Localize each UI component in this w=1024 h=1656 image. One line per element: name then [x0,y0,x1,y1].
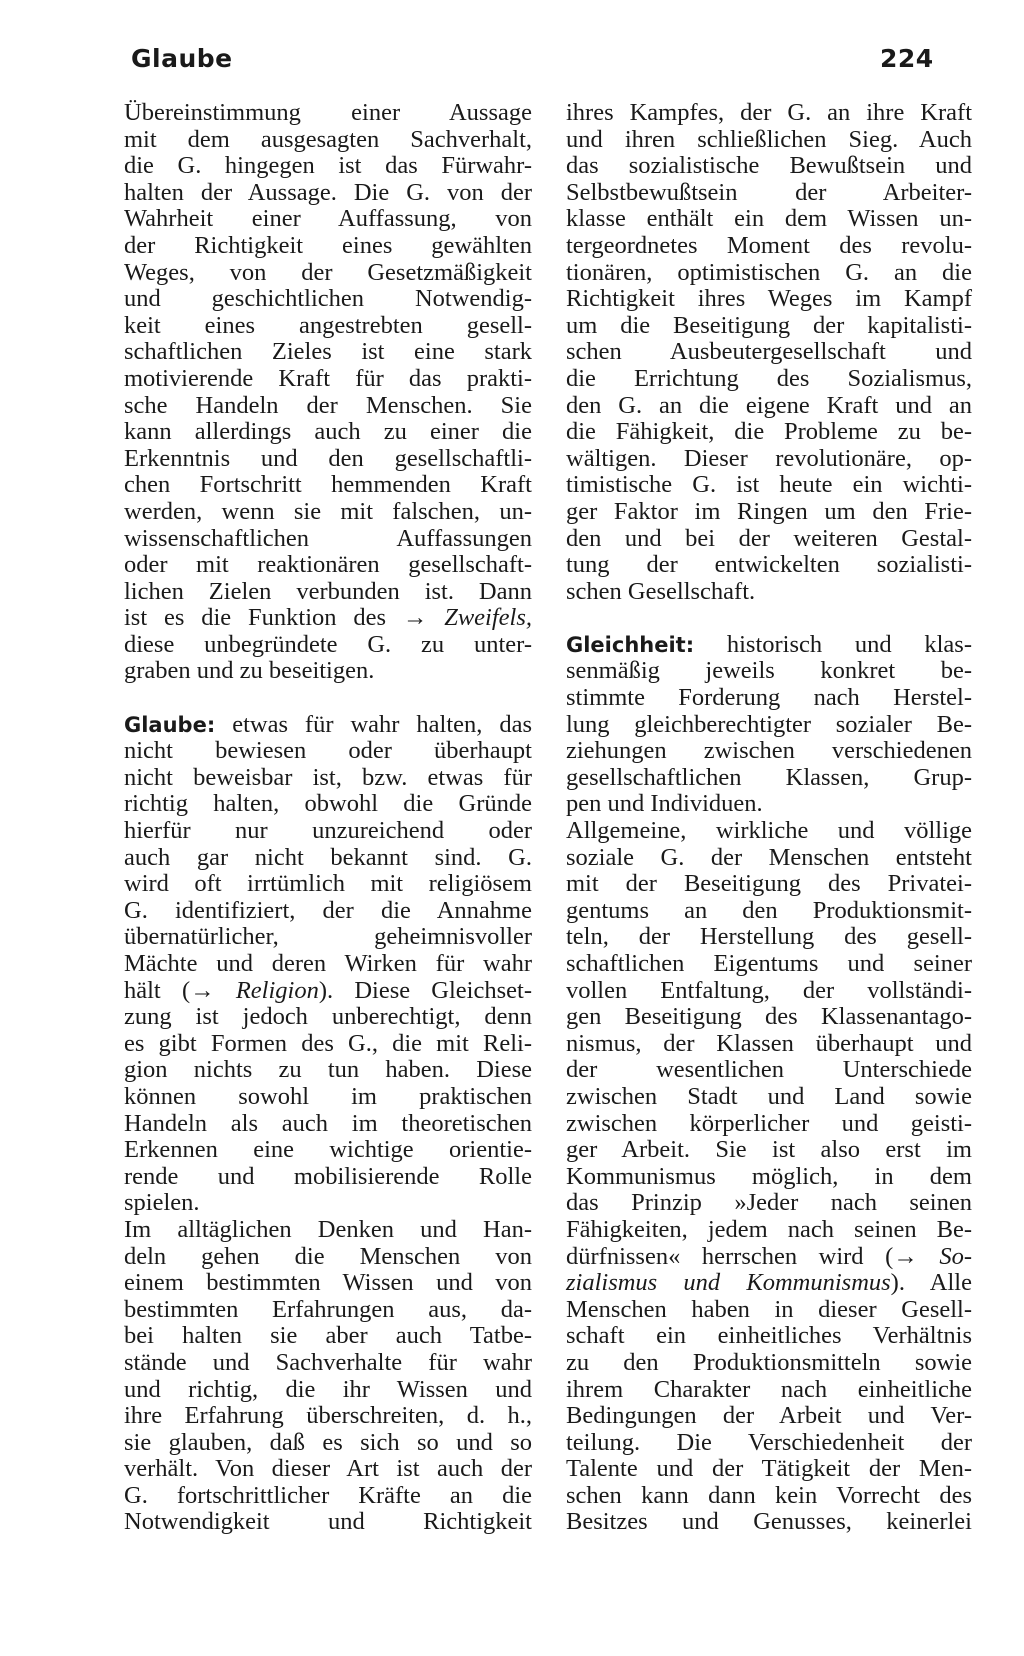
text-line: spielen. [124,1189,200,1217]
text-line: gen Beseitigung des Klassenantago- [566,1003,972,1031]
text-line: und richtig, die ihr Wissen und [124,1375,532,1403]
text-span: dürfnissen« herrschen wird (→ [566,1242,940,1270]
text-line: zwischen Stadt und Land sowie [566,1082,972,1110]
text-line: Fähigkeiten, jedem nach seinen Be- [566,1215,972,1243]
text-line: es gibt Formen des G., die mit Reli- [124,1029,532,1057]
text-line: teilung. Die Verschiedenheit der [566,1428,972,1456]
entry-headword-gleichheit: Gleichheit: [566,632,695,657]
text-line: gesellschaftlichen Klassen, Grup- [566,763,972,791]
text-line [124,605,532,632]
entry-body [566,100,972,605]
paragraph-gap [566,605,972,632]
text-line: Wahrheit einer Auffassung, von [124,205,532,233]
text-line: verhält. Von dieser Art ist auch der [124,1455,532,1483]
text-line: oder mit reaktionären gesellschaft- [124,551,532,579]
text-line [124,978,532,1005]
text-line: lung gleichberechtigter sozialer Be- [566,710,972,738]
cross-reference-zweifel: Zweifels, [444,604,532,632]
entry-body [124,738,532,977]
entry-first-line [566,632,972,659]
entry-body [124,1217,532,1536]
text-line: schen Ausbeutergesellschaft und [566,338,972,366]
text-line: wältigen. Dieser revolutionäre, op- [566,444,972,472]
text-line: das sozialistische Bewußtsein und [566,152,972,180]
right-column [566,100,972,1536]
text-line: pen und Individuen. [566,790,763,818]
entry-body [566,658,972,818]
text-line: stimmte Forderung nach Herstel- [566,684,972,712]
text-line: rende und mobilisierende Rolle [124,1162,532,1190]
text-line: die Errichtung des Sozialismus, [566,364,972,392]
text-line: mit dem ausgesagten Sachverhalt, [124,125,532,153]
text-line: einem bestimmten Wissen und von [124,1269,532,1297]
text-line: die Fähigkeit, die Probleme zu be- [566,418,972,446]
entry-first-line [124,712,532,739]
text-line: Mächte und deren Wirken für wahr [124,950,532,977]
text-line: Im alltäglichen Denken und Han- [124,1215,532,1243]
entry-body [124,1004,532,1217]
entry-body [566,818,972,1244]
text-line: Talente und der Tätigkeit der Men- [566,1455,972,1483]
cross-reference-sozialismus: So- [939,1242,972,1270]
text-line: timistische G. ist heute ein wichti- [566,471,972,499]
text-line: zu den Produktionsmitteln sowie [566,1348,972,1376]
text-line: Erkenntnis und den gesellschaftli- [124,444,532,472]
text-line: der Richtigkeit eines gewählten [124,231,532,259]
text-line: stände und Sachverhalte für wahr [124,1348,532,1376]
page-number: 224 [880,44,934,73]
text-line: schen kann dann kein Vorrecht des [566,1481,972,1509]
text-line: G. identifiziert, der die Annahme [124,896,532,924]
left-column [124,100,532,1536]
text-line: Richtigkeit ihres Weges im Kampf [566,285,972,313]
entry-body [566,1297,972,1536]
text-line: den und bei der weiteren Gestal- [566,524,972,552]
text-line: ger Faktor im Ringen um den Frie- [566,497,972,525]
text-line: können sowohl im praktischen [124,1082,532,1110]
text-line: wird oft irrtümlich mit religiösem [124,870,532,898]
text-line: Kommunismus möglich, in dem [566,1162,972,1190]
text-span: ). Diese Gleichset- [318,976,532,1004]
text-line: lichen Zielen verbunden ist. Dann [124,577,532,605]
text-line: das Prinzip »Jeder nach seinen [566,1189,972,1217]
text-line: mit der Beseitigung des Privatei- [566,870,972,898]
text-line: teln, der Herstellung des gesell- [566,923,972,951]
text-line: zwischen körperlicher und geisti- [566,1109,972,1137]
text-line: die G. hingegen ist das Fürwahr- [124,152,532,180]
text-line: tergeordnetes Moment des revolu- [566,231,972,259]
text-span: ist es die Funktion des → [124,604,445,632]
paragraph-gap [124,685,532,712]
text-line: schaftlichen Eigentums und seiner [566,950,972,977]
text-line: nismus, der Klassen überhaupt und [566,1029,972,1057]
cross-reference-religion: Religion [235,976,319,1004]
text-line: soziale G. der Menschen entsteht [566,843,972,871]
text-line: vollen Entfaltung, der vollständi- [566,976,972,1004]
text-line: Übereinstimmung einer Aussage [124,99,532,126]
text-line: auch gar nicht bekannt sind. G. [124,843,532,871]
text-line: Selbstbewußtsein der Arbeiter- [566,178,972,206]
text-line: tionären, optimistischen G. an die [566,258,972,286]
text-line: Bedingungen der Arbeit und Ver- [566,1402,972,1430]
text-line: ihres Kampfes, der G. an ihre Kraft [566,99,972,126]
entry-headword-glaube: Glaube: [124,712,216,737]
text-line: gion nichts zu tun haben. Diese [124,1056,532,1084]
text-line: kann allerdings auch zu einer die [124,418,532,446]
text-line: werden, wenn sie mit falschen, un- [124,497,532,525]
text-line: ihre Erfahrung überschreiten, d. h., [124,1402,532,1430]
text-line: motivierende Kraft für das prakti- [124,364,532,392]
cross-reference-kommunismus: zialismus und Kommunismus [566,1269,891,1297]
text-line: der wesentlichen Unterschiede [566,1056,972,1084]
text-line: nicht beweisbar ist, bzw. etwas für [124,763,532,791]
text-line: und ihren schließlichen Sieg. Auch [566,125,972,153]
text-line: schen Gesellschaft. [566,577,756,605]
text-line: diese unbegründete G. zu unter- [124,630,532,658]
text-line: den G. an die eigene Kraft und an [566,391,972,419]
text-line: hierfür nur unzureichend oder [124,817,532,845]
text-line: nicht bewiesen oder überhaupt [124,737,532,765]
text-line: schaftlichen Zieles ist eine stark [124,338,532,366]
text-line: Erkennen eine wichtige orientie- [124,1136,532,1164]
text-line: Menschen haben in dieser Gesell- [566,1295,972,1323]
text-line: ziehungen zwischen verschiedenen [566,737,972,765]
text-line: bei halten sie aber auch Tatbe- [124,1322,532,1350]
text-line: ihrem Charakter nach einheitliche [566,1375,972,1403]
text-line: keit eines angestrebten gesell- [124,311,532,339]
text-span: ). Alle [890,1269,972,1297]
text-line [566,1244,972,1271]
text-line: um die Beseitigung der kapitalisti- [566,311,972,339]
text-line: bestimmten Erfahrungen aus, da- [124,1295,532,1323]
text-line: übernatürlicher, geheimnisvoller [124,923,532,951]
text-line: tung der entwickelten sozialisti- [566,551,972,579]
text-line: schaft ein einheitliches Verhältnis [566,1322,972,1350]
text-line: richtig halten, obwohl die Gründe [124,790,532,818]
text-line: Weges, von der Gesetzmäßigkeit [124,258,532,286]
text-line: halten der Aussage. Die G. von der [124,178,532,206]
text-line: zung ist jedoch unberechtigt, denn [124,1003,532,1031]
text-line: und geschichtlichen Notwendig- [124,285,532,313]
text-line: graben und zu beseitigen. [124,657,375,685]
text-line: chen Fortschritt hemmenden Kraft [124,471,532,499]
text-line: gentums an den Produktionsmit- [566,896,972,924]
paragraph-continuation [124,100,532,605]
text-line: Besitzes und Genusses, keinerlei [566,1508,972,1536]
text-line: G. fortschrittlicher Kräfte an die [124,1481,532,1509]
text-line: klasse enthält ein dem Wissen un- [566,205,972,233]
text-line: wissenschaftlichen Auffassungen [124,524,532,552]
text-line: sche Handeln der Menschen. Sie [124,391,532,419]
text-line: deln gehen die Menschen von [124,1242,532,1270]
text-line: Handeln als auch im theoretischen [124,1109,532,1137]
text-span: historisch und klas- [694,630,972,658]
text-line: senmäßig jeweils konkret be- [566,657,972,685]
text-line: Allgemeine, wirkliche und völlige [566,817,972,845]
text-line: ger Arbeit. Sie ist also erst im [566,1136,972,1164]
text-span: etwas für wahr halten, das [215,710,532,738]
text-span: hält (→ [124,976,236,1004]
running-head: Glaube [131,44,233,73]
text-line: sie glauben, daß es sich so und so [124,1428,532,1456]
text-line [566,1270,972,1297]
text-line: Notwendigkeit und Richtigkeit [124,1508,532,1536]
paragraph-continuation-tail [124,632,532,685]
